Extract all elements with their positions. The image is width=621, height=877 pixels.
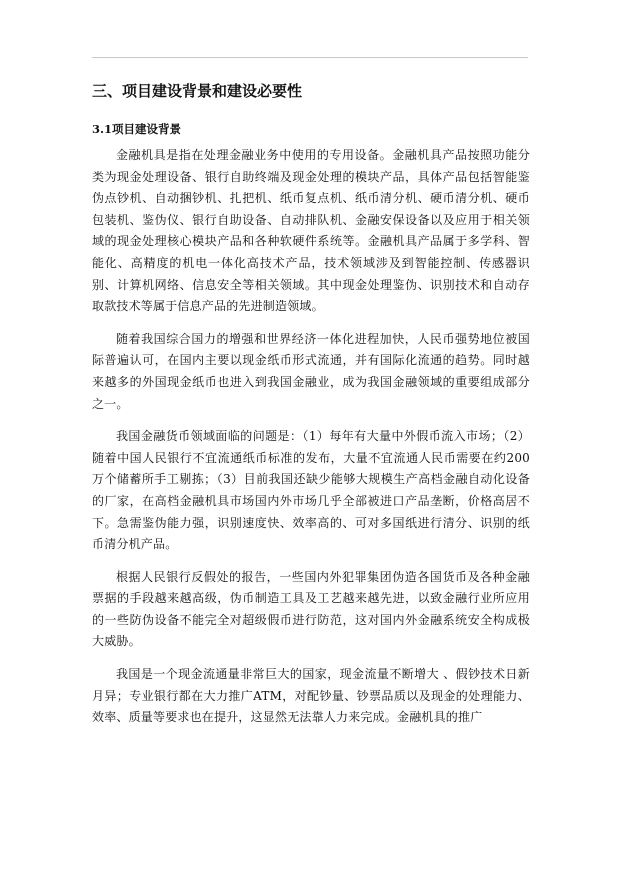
paragraph-1: 金融机具是指在处理金融业务中使用的专用设备。金融机具产品按照功能分类为现金处理设备、银行自助终端及现金处理的模块产品，具体产品包括智能鉴伪点钞机、自动捆钞机、扎把机、纸币复点机、纸币清分机、硬币清分机、硬币包装机、鉴伪仪、银行自助设备、自动排队机、金融安保设备以及应用于相关领域的现金处理核心模块产品和各种软硬件系统等。金融机具产品属于多学科、智能化、高精度的机电一体化高技术产品，技术领域涉及到智能控制、传感器识别、计算机网络、信息安全等相关领域。其中现金处理鉴伪、识别技术和自动存取款技术等属于信息产品的先进制造领域。	[92, 148, 530, 314]
section-title: 三、项目建设背景和建设必要性	[92, 82, 303, 100]
body-text	[92, 145, 530, 740]
paragraph-3: 我国金融货币领域面临的问题是：（1）每年有大量中外假币流入市场；（2）随着中国人民银行不宜流通纸币标准的发布，大量不宜流通人民币需要在约200万个储蓄所手工剔拣；（3）目前我国还缺少能够大规模生产高档金融自动化设备的厂家，在高档金融机具市场国内外市场几乎全部被进口产品垄断，价格高居不下。急需鉴伪能力强，识别速度快、效率高的、可对多国纸进行清分、识别的纸币清分机产品。	[92, 429, 530, 552]
paragraph-4: 根据人民银行反假处的报告，一些国内外犯罪集团伪造各国货币及各种金融票据的手段越来越高级，伪币制造工具及工艺越来越先进，以致金融行业所应用的一些防伪设备不能完全对超级假币进行防范，这对国内外金融系统安全构成极大威胁。	[92, 569, 530, 649]
subsection-title: 3.1项目建设背景	[92, 122, 182, 136]
header-rule	[92, 57, 528, 58]
paragraph-5: 我国是一个现金流通量非常巨大的国家，现金流量不断增大 、假钞技术日新月异；专业银行都在大力推广ATM，对配钞量、钞票品质以及现金的处理能力、效率、质量等要求也在提升，这显然无法靠人力来完成。金融机具的推广	[92, 667, 530, 725]
paragraph-2: 随着我国综合国力的增强和世界经济一体化进程加快，人民币强势地位被国际普遍认可，在国内主要以现金纸币形式流通，并有国际化流通的趋势。同时越来越多的外国现金纸币也进入到我国金融业，成为我国金融领域的重要组成部分之一。	[92, 331, 530, 411]
